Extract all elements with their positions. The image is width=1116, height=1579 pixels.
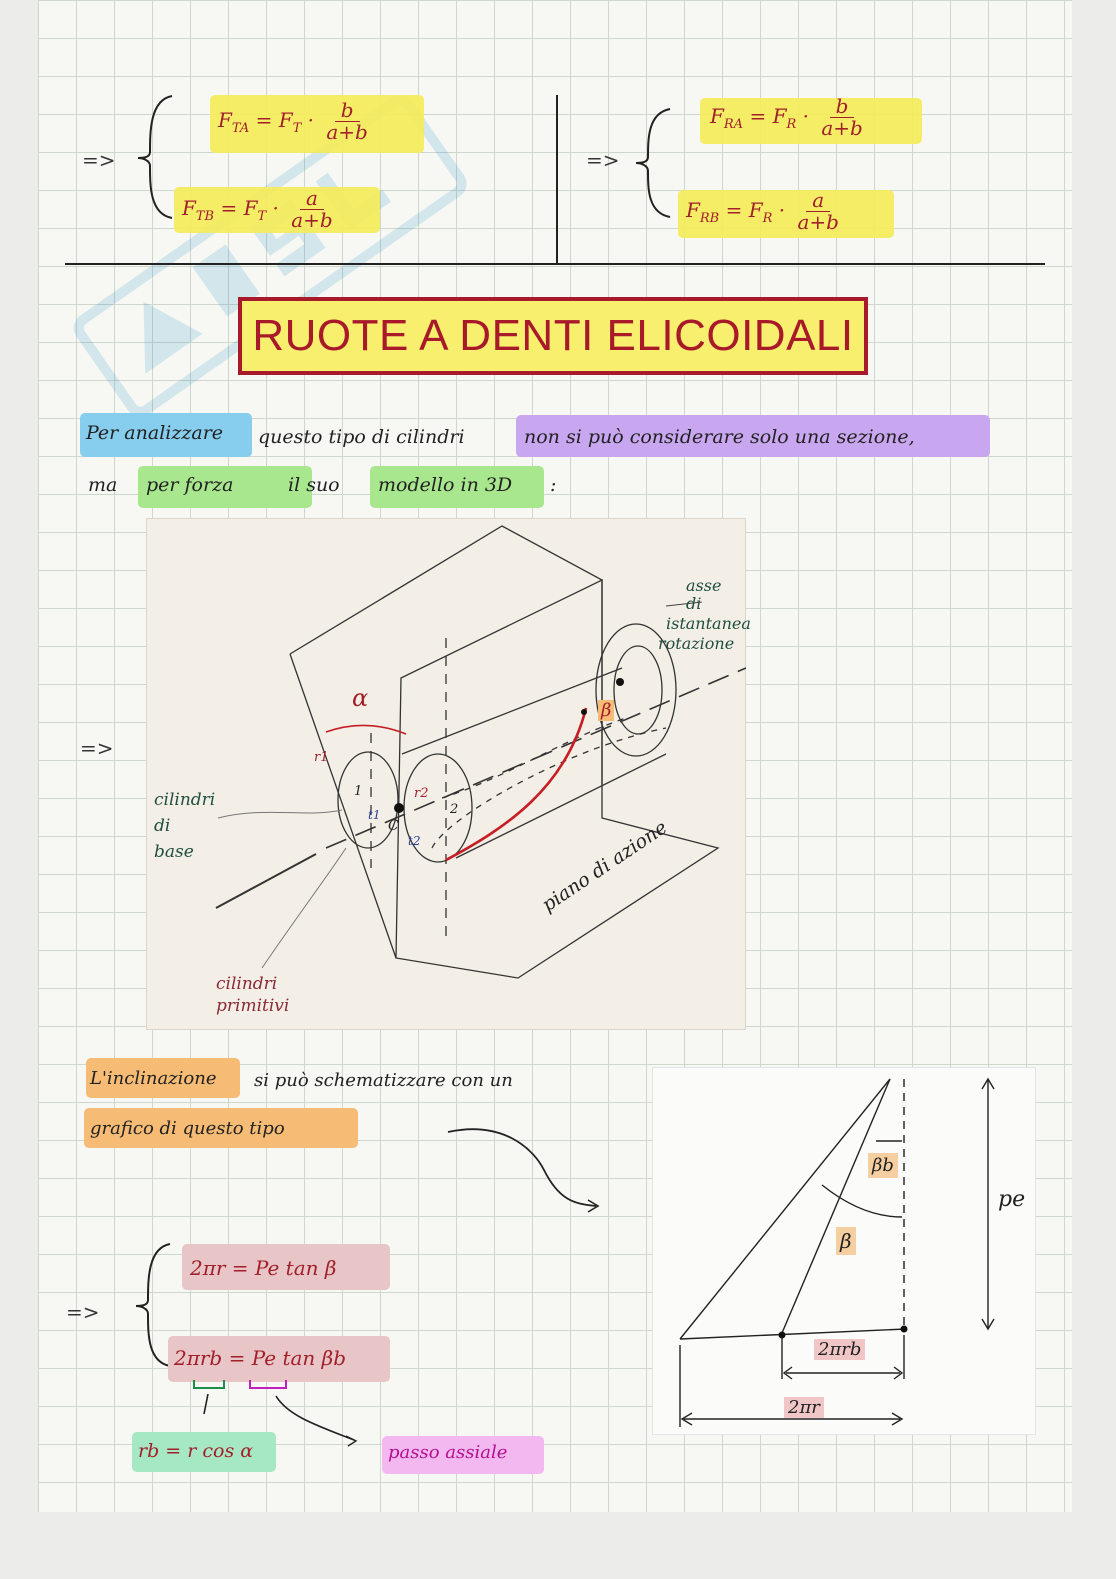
ftb-fraction xyxy=(285,188,338,231)
paragraph-line2-per-forza: per forza xyxy=(146,474,234,496)
paragraph-line2-modello: modello in 3D xyxy=(378,474,513,496)
label-axis-2: di xyxy=(686,594,702,613)
fra-eq: = xyxy=(749,104,767,128)
frb-lhs-sub: RB xyxy=(699,211,720,226)
frb-num: a xyxy=(806,190,830,212)
fra-rhs: F xyxy=(772,104,787,128)
incline-line1-b: si può schematizzare con un xyxy=(254,1070,513,1091)
right-brace xyxy=(634,105,674,220)
label-base-2: di xyxy=(154,816,171,836)
paragraph-line2-il-suo: il suo xyxy=(288,474,340,496)
fta-dot: · xyxy=(307,108,315,132)
frb-den: a+b xyxy=(797,210,839,234)
ftb-dot: · xyxy=(272,196,279,220)
ftb-lhs: F xyxy=(182,196,196,220)
fra-fraction xyxy=(815,96,868,139)
helical-gear-sketch xyxy=(146,518,746,1030)
implies-arrow-diagram1: => xyxy=(80,736,114,760)
implies-arrow-formulas: => xyxy=(66,1300,100,1324)
label-2pi-r: 2πr xyxy=(784,1397,824,1418)
label-axis-1: asse xyxy=(686,576,722,595)
label-beta-b: βb xyxy=(868,1153,898,1178)
fta-num: b xyxy=(335,100,360,122)
fra-num: b xyxy=(830,96,855,118)
frb-rhs-sub: R xyxy=(762,211,773,226)
fra-lhs: F xyxy=(710,104,724,128)
label-r1: r1 xyxy=(314,750,329,765)
label-beta-graph: β xyxy=(836,1227,856,1255)
equation-fra xyxy=(710,96,869,139)
fra-lhs-sub: RA xyxy=(723,117,744,132)
fta-fraction xyxy=(320,100,373,143)
ftb-rhs: F xyxy=(243,196,258,220)
formula-eq2: 2πrb = Pe tan βb xyxy=(174,1346,347,1370)
fra-rhs-sub: R xyxy=(786,117,797,132)
label-t2: t2 xyxy=(408,834,421,848)
helix-unrolled-graph xyxy=(652,1067,1036,1435)
paragraph-line2-ma: ma xyxy=(88,474,118,496)
frb-rhs: F xyxy=(748,198,763,222)
label-axis-4: rotazione xyxy=(658,634,735,653)
label-r2: r2 xyxy=(414,786,429,801)
label-beta: β xyxy=(598,700,614,721)
incline-line2: grafico di questo tipo xyxy=(90,1118,285,1139)
fra-dot: · xyxy=(802,104,809,128)
paragraph-line1-c: non si può considerare solo una sezione, xyxy=(524,426,915,448)
label-base-3: base xyxy=(154,842,194,862)
equation-frb xyxy=(686,190,845,233)
fta-lhs: F xyxy=(218,108,232,132)
label-axis-3: istantanea xyxy=(666,614,751,633)
ftb-num: a xyxy=(300,188,324,210)
frb-dot: · xyxy=(778,198,786,222)
implies-arrow-right: => xyxy=(586,148,620,172)
ftb-eq: = xyxy=(220,196,238,220)
paragraph-line1-a: Per analizzare xyxy=(86,422,224,444)
fta-rhs-sub: T xyxy=(292,121,302,136)
ftb-rhs-sub: T xyxy=(257,209,267,224)
ftb-lhs-sub: TB xyxy=(195,209,215,224)
frb-fraction xyxy=(791,190,844,233)
fra-den: a+b xyxy=(821,116,863,140)
fta-lhs-sub: TA xyxy=(231,121,250,136)
frb-eq: = xyxy=(725,198,743,222)
label-t1: t1 xyxy=(368,808,381,822)
paragraph-line1-b: questo tipo di cilindri xyxy=(258,426,465,448)
label-primitive-1: cilindri xyxy=(216,974,278,994)
frb-lhs: F xyxy=(686,198,700,222)
label-2: 2 xyxy=(450,802,459,817)
label-base-1: cilindri xyxy=(154,790,216,810)
formula-eq1: 2πr = Pe tan β xyxy=(190,1256,337,1280)
equation-ftb xyxy=(182,188,339,231)
notebook-page xyxy=(38,0,1072,1512)
helical-gear-diagram xyxy=(146,518,751,1030)
section-title-box xyxy=(238,297,868,375)
curved-arrow-to-graph xyxy=(444,1120,604,1220)
label-alpha: α xyxy=(352,684,369,712)
label-plane: piano di azione xyxy=(538,816,672,917)
label-primitive-2: primitivi xyxy=(216,996,290,1016)
paragraph-line2-colon: : xyxy=(550,474,557,496)
label-c: C xyxy=(388,818,399,834)
label-1: 1 xyxy=(354,784,363,799)
horizontal-divider xyxy=(65,263,1045,265)
equation-fta xyxy=(218,100,374,143)
implies-arrow-left: => xyxy=(82,148,116,172)
fta-eq: = xyxy=(255,108,273,132)
label-2pi-rb: 2πrb xyxy=(814,1339,865,1360)
incline-line1-a: L'inclinazione xyxy=(90,1068,217,1089)
fta-rhs: F xyxy=(278,108,293,132)
vertical-divider xyxy=(556,95,558,265)
label-pe: pe xyxy=(998,1187,1026,1212)
formula-passo: passo assiale xyxy=(388,1442,508,1463)
left-brace xyxy=(136,92,176,222)
section-title: RUOTE A DENTI ELICOIDALI xyxy=(252,311,854,360)
ftb-den: a+b xyxy=(291,208,333,232)
fta-den: a+b xyxy=(326,120,368,144)
formula-rb: rb = r cos α xyxy=(138,1440,254,1462)
